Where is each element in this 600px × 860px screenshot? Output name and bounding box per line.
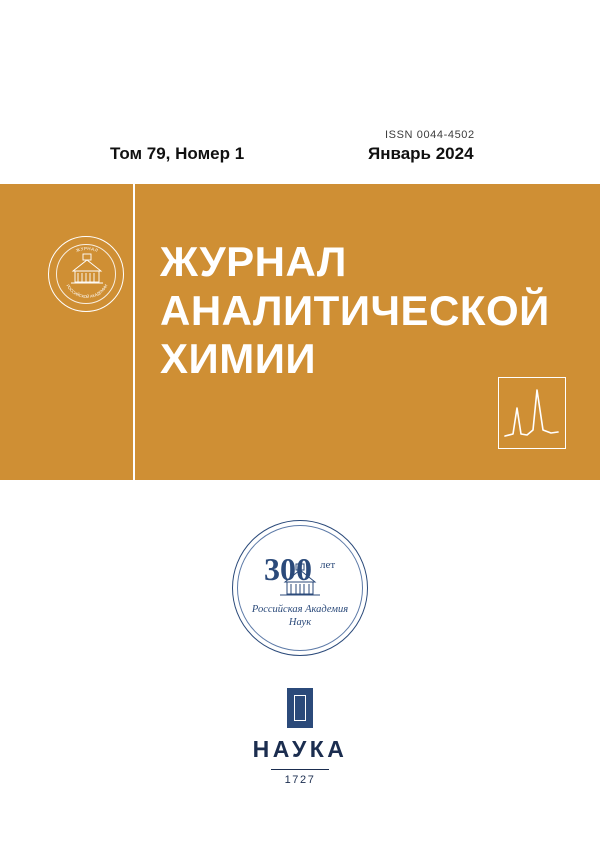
svg-text:Наук: Наук bbox=[288, 617, 312, 628]
publisher-year: 1727 bbox=[284, 774, 316, 787]
title-line-1: ЖУРНАЛ bbox=[160, 238, 347, 285]
chromatogram-peaks-icon bbox=[498, 377, 566, 449]
publisher-divider bbox=[271, 769, 329, 770]
academy-seal-icon bbox=[48, 236, 124, 312]
nauka-publisher-mark-icon bbox=[287, 688, 313, 728]
title-line-3: ХИМИИ bbox=[160, 335, 317, 383]
journal-title bbox=[160, 238, 580, 384]
svg-text:300: 300 bbox=[264, 551, 312, 587]
anniversary-emblem bbox=[232, 520, 368, 656]
issn-text: ISSN 0044-4502 bbox=[385, 129, 475, 141]
title-band bbox=[0, 184, 600, 480]
svg-text:РОССИЙСКОЙ АКАДЕМИИ: РОССИЙСКОЙ АКАДЕМИИ bbox=[65, 283, 109, 300]
publisher-block bbox=[0, 688, 600, 786]
svg-text:лет: лет bbox=[320, 559, 336, 571]
svg-text:Российская Академия: Российская Академия bbox=[251, 604, 349, 615]
volume-issue-text: Том 79, Номер 1 bbox=[110, 144, 245, 163]
svg-text:ЖУРНАЛ: ЖУРНАЛ bbox=[75, 245, 99, 254]
publisher-name: НАУКА bbox=[252, 736, 348, 762]
cover-header bbox=[0, 112, 600, 184]
issue-date-text: Январь 2024 bbox=[368, 144, 474, 163]
band-divider bbox=[133, 184, 135, 480]
title-line-2: АНАЛИТИЧЕСКОЙ bbox=[160, 286, 550, 334]
